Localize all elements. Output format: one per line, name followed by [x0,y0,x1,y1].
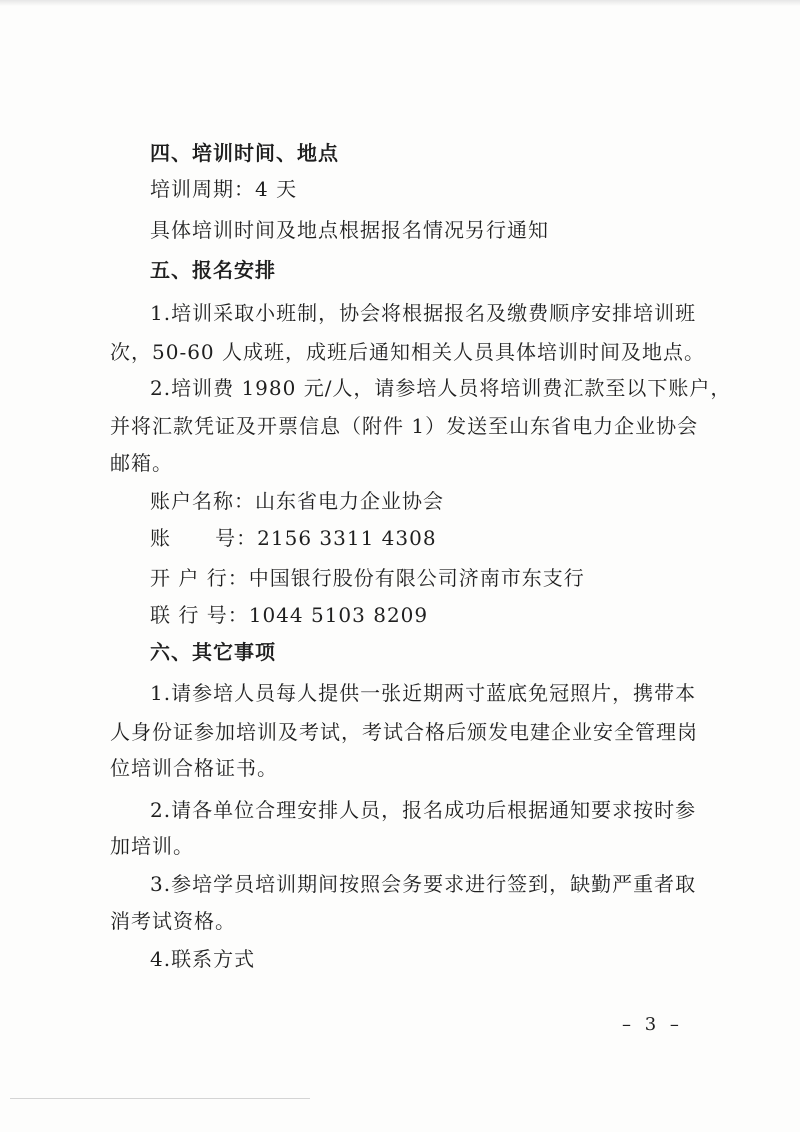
other-paragraph-1-line-2: 人身份证参加培训及考试，考试合格后颁发电建企业安全管理岗 [110,720,698,744]
section-5-heading: 五、报名安排 [150,258,276,282]
scan-edge-shadow [0,0,800,6]
other-paragraph-1-line-3: 位培训合格证书。 [110,756,278,780]
registration-paragraph-1-line-2: 次，50-60 人成班，成班后通知相关人员具体培训时间及地点。 [110,340,706,364]
other-paragraph-2-line-1: 2.请各单位合理安排人员，报名成功后根据通知要求按时参 [150,798,697,822]
routing-number-row: 联 行 号：1044 5103 8209 [150,603,429,627]
section-6-heading: 六、其它事项 [150,640,276,664]
scan-bottom-line [10,1098,310,1099]
account-name-row: 账户名称：山东省电力企业协会 [150,489,444,513]
contact-heading: 4.联系方式 [150,947,256,971]
training-period: 培训周期：4 天 [150,177,298,201]
section-4-heading: 四、培训时间、地点 [150,141,339,165]
other-paragraph-1-line-1: 1.请参培人员每人提供一张近期两寸蓝底免冠照片，携带本 [150,681,697,705]
fee-paragraph-line-3: 邮箱。 [110,451,173,475]
fee-paragraph-line-1: 2.培训费 1980 元/人，请参培人员将培训费汇款至以下账户， [150,376,732,400]
bank-row: 开 户 行：中国银行股份有限公司济南市东支行 [150,566,585,590]
training-time-note: 具体培训时间及地点根据报名情况另行通知 [150,218,549,242]
other-paragraph-3-line-1: 3.参培学员培训期间按照会务要求进行签到，缺勤严重者取 [150,872,697,896]
fee-paragraph-line-2: 并将汇款凭证及开票信息（附件 1）发送至山东省电力企业协会 [110,414,699,438]
page-number: – 3 – [622,1014,683,1035]
other-paragraph-2-line-2: 加培训。 [110,834,194,858]
account-number-row: 账 号：2156 3311 4308 [150,526,437,550]
other-paragraph-3-line-2: 消考试资格。 [110,909,236,933]
registration-paragraph-1-line-1: 1.培训采取小班制，协会将根据报名及缴费顺序安排培训班 [150,301,697,325]
